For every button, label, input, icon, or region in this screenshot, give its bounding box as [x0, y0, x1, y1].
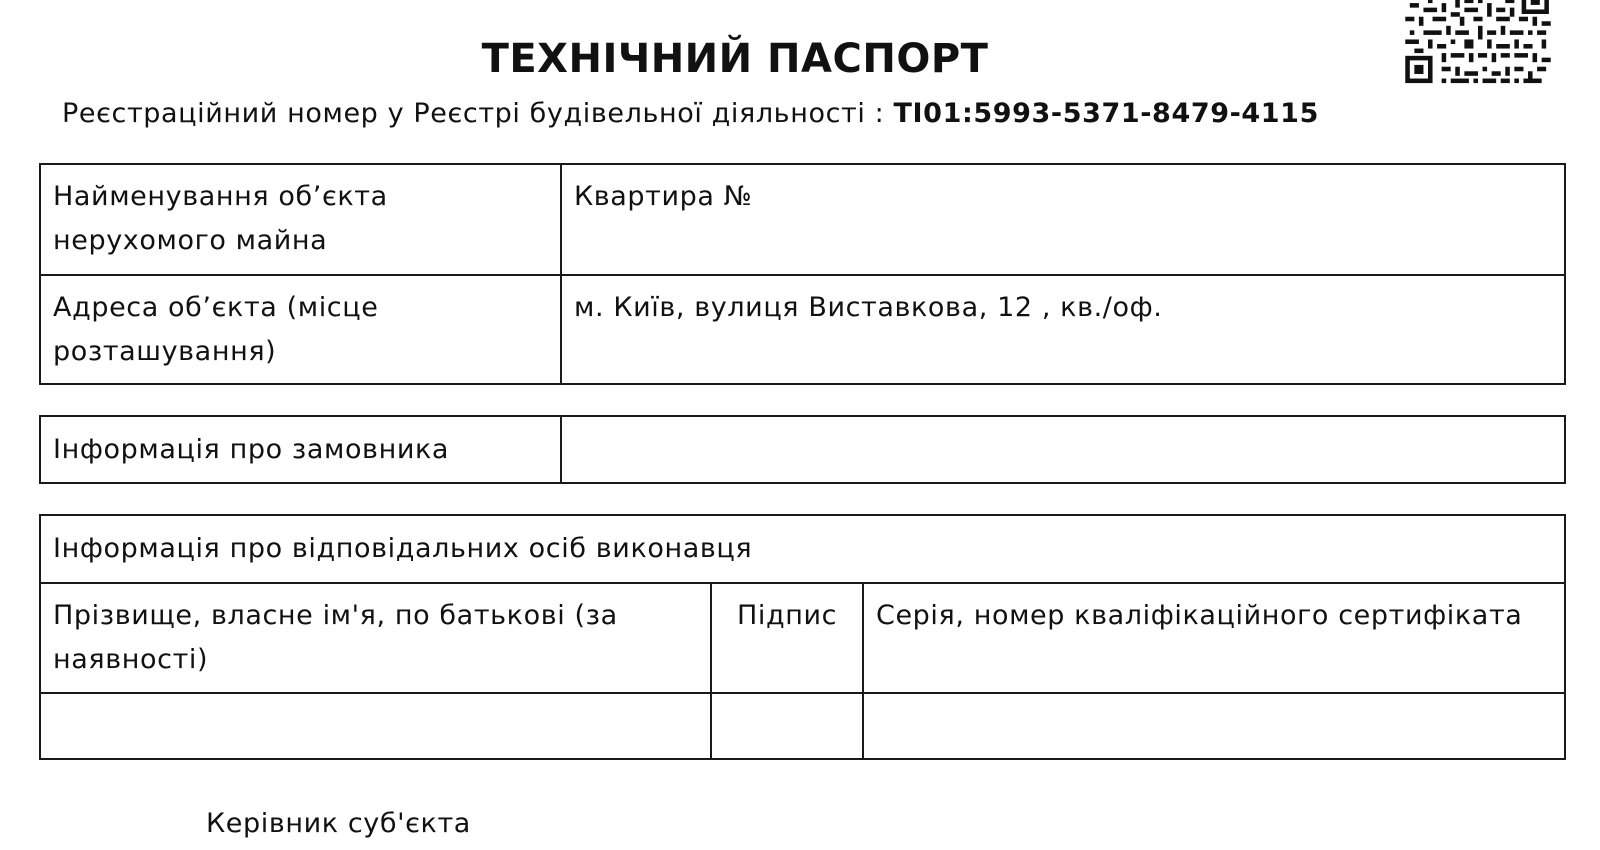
object-address-label: Адреса об’єкта (місце розташування): [40, 275, 561, 384]
object-address-value: м. Київ, вулиця Виставкова, 12 , кв./оф.: [561, 275, 1565, 384]
document-title: ТЕХНІЧНИЙ ПАСПОРТ: [481, 36, 989, 82]
registration-line: [62, 98, 1319, 129]
executor-certificate-cell: [863, 693, 1565, 759]
executor-header-row: [40, 515, 1565, 583]
executor-full-name-cell: [40, 693, 711, 759]
object-address-row: [40, 275, 1565, 384]
customer-info-table: [39, 415, 1566, 484]
executor-info-table: [39, 514, 1566, 760]
column-certificate: Серія, номер кваліфікаційного сертифіката: [863, 583, 1565, 693]
qr-code-icon: [1398, 0, 1558, 94]
registration-number: ТІ01:5993-5371-8479-4115: [893, 98, 1319, 129]
footer-label: Керівник суб'єкта: [206, 808, 471, 839]
executor-header: Інформація про відповідальних осіб виконавця: [40, 515, 1565, 583]
executor-columns-row: [40, 583, 1565, 693]
executor-signature-cell: [711, 693, 863, 759]
object-name-value: Квартира №: [561, 164, 1565, 275]
object-info-table: [39, 163, 1566, 385]
object-name-row: [40, 164, 1565, 275]
table-row: [40, 693, 1565, 759]
column-full-name: Прізвище, власне ім'я, по батькові (за наявності): [40, 583, 711, 693]
customer-row: [40, 416, 1565, 483]
customer-label: Інформація про замовника: [40, 416, 561, 483]
object-name-label: Найменування об’єкта нерухомого майна: [40, 164, 561, 275]
customer-value: [561, 416, 1565, 483]
registration-label: Реєстраційний номер у Реєстрі будівельної діяльності :: [62, 98, 894, 129]
column-signature: Підпис: [711, 583, 863, 693]
